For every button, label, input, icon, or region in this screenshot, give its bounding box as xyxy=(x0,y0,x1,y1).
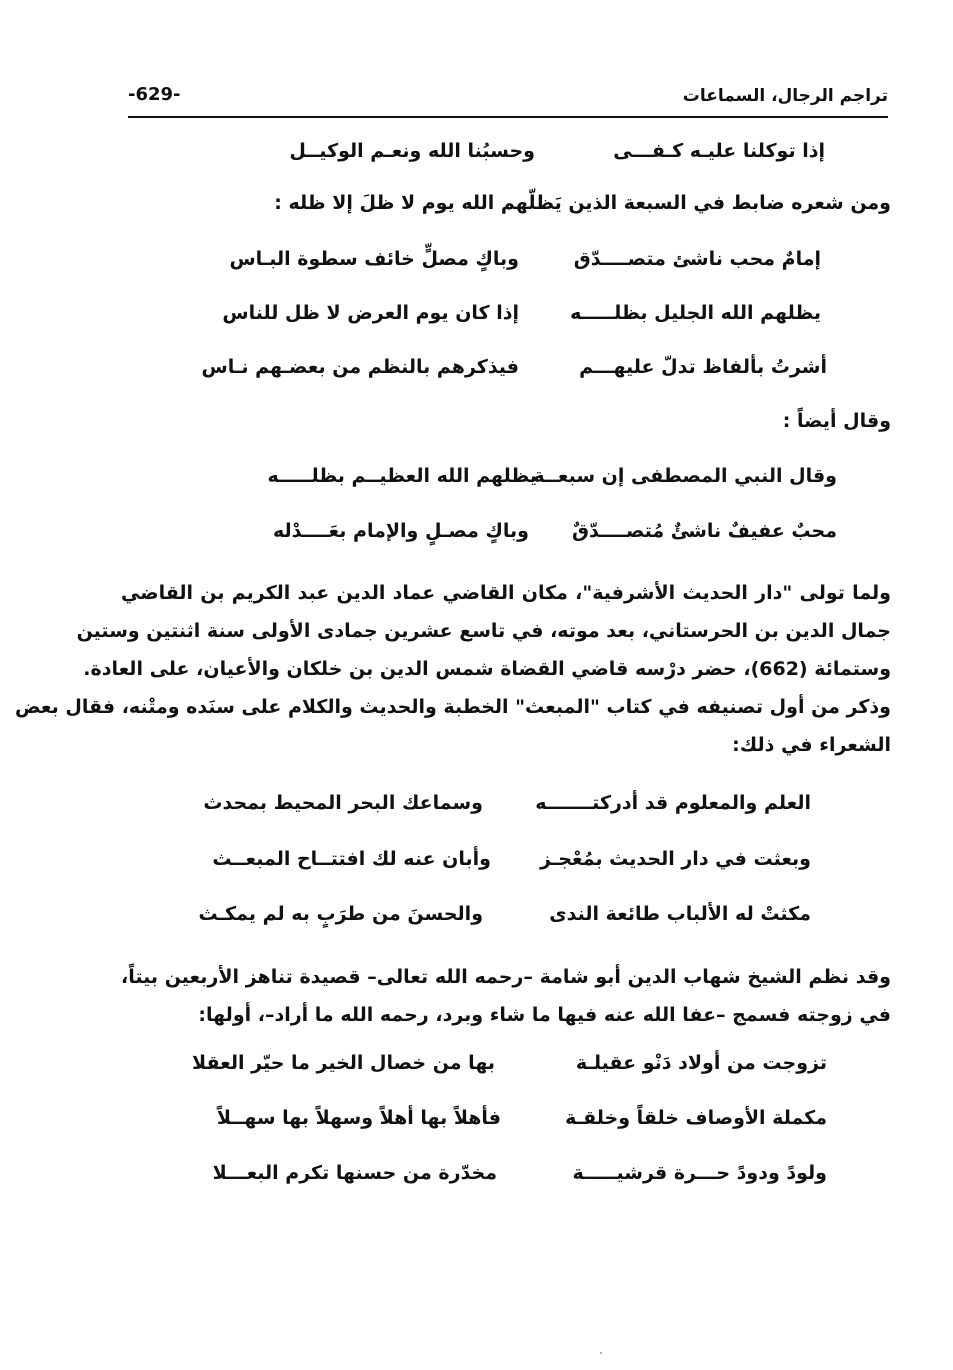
page-number: -629- xyxy=(128,84,181,105)
prose-line: في زوجته فسمج –عفا الله عنه فيها ما شاء وبرد، رحمه الله ما أراد–، أولها: xyxy=(198,1004,891,1026)
verse-second-hemistich: وحسبُنا الله ونعـم الوكيــل xyxy=(289,140,535,162)
verse-second-hemistich: وسماعك البحر المحيط بمحدث xyxy=(203,792,483,814)
verse-first-hemistich: إذا توكلنا عليـه كـفـــى xyxy=(613,140,825,162)
verse-first-hemistich: محبٌ عفيفٌ ناشئٌ مُتصــــدّقٌ xyxy=(572,520,837,542)
verse-first-hemistich: وقال النبي المصطفى إن سبعــة xyxy=(533,465,837,487)
prose-line: ولما تولى "دار الحديث الأشرفية"، مكان القاضي عماد الدين عبد الكريم بن القاضي xyxy=(121,582,891,604)
prose-line: وقد نظم الشيخ شهاب الدين أبو شامة –رحمه الله تعالى– قصيدة تناهز الأربعين بيتاً، xyxy=(121,966,891,988)
verse-first-hemistich: يظلهم الله الجليل بظلـــــه xyxy=(570,302,821,324)
running-title: تراجم الرجال، السماعات xyxy=(682,86,888,106)
verse-first-hemistich: إمامٌ محب ناشئ متصــــدّق xyxy=(573,248,821,270)
verse-first-hemistich: مكملة الأوصاف خلقاً وخلقـة xyxy=(565,1107,827,1129)
intro-line: وقال أيضاً : xyxy=(782,410,891,432)
verse-first-hemistich: وبعثت في دار الحديث بمُعْجـز xyxy=(539,848,811,870)
page-header xyxy=(128,82,888,118)
scan-speck xyxy=(600,1352,602,1354)
verse-second-hemistich: فأهلاً بها أهلاً وسهلاً بها سهــلاً xyxy=(216,1107,501,1129)
verse-second-hemistich: يظلهم الله العظيــم بظلـــــه xyxy=(267,465,537,487)
intro-line: ومن شعره ضابط في السبعة الذين يَظلّهم الله يوم لا ظلَ إلا ظله : xyxy=(274,192,891,214)
prose-line: وستمائة (662)، حضر درْسه قاضي القضاة شمس الدين بن خلكان والأعيان، على العادة. xyxy=(83,658,891,680)
prose-paragraph xyxy=(14,574,891,764)
verse-first-hemistich: العلم والمعلوم قد أدركتـــــــه xyxy=(535,792,811,814)
verse-first-hemistich: مكثتْ له الألباب طائعة الندى xyxy=(549,903,811,925)
prose-line: وذكر من أول تصنيفه في كتاب "المبعث" الخطبة والحديث والكلام على سنَده ومتْنه، فقال بعض xyxy=(14,696,891,718)
prose-line: الشعراء في ذلك: xyxy=(732,734,891,756)
verse-second-hemistich: والحسنَ من طرَبٍ به لم يمكـث xyxy=(198,903,483,925)
verse-second-hemistich: وأبان عنه لك افتتــاح المبعــث xyxy=(212,848,491,870)
verse-second-hemistich: فيذكرهم بالنظم من بعضـهم نـاس xyxy=(201,356,519,378)
verse-second-hemistich: وباكٍ مصلٍّ خائف سطوة البـاس xyxy=(229,248,519,270)
verse-second-hemistich: وباكٍ مصـلٍ والإمام بعَــــدْله xyxy=(272,520,529,542)
verse-first-hemistich: تزوجت من أولاد دَنْو عقيلـة xyxy=(575,1052,827,1074)
verse-second-hemistich: مخدّرة من حسنها تكرم البعـــلا xyxy=(212,1162,497,1184)
prose-line: جمال الدين بن الحرستاني، بعد موته، في تاسع عشرين جمادى الأولى سنة اثنتين وستين xyxy=(76,620,891,642)
prose-paragraph xyxy=(121,958,891,1034)
verse-second-hemistich: بها من خصال الخير ما حيّر العقلا xyxy=(192,1052,495,1074)
verse-first-hemistich: أشرتُ بألفاظ تدلّ عليهـــم xyxy=(579,356,827,378)
verse-second-hemistich: إذا كان يوم العرض لا ظل للناس xyxy=(222,302,519,324)
verse-first-hemistich: ولودً ودودً حـــرة قرشيـــــة xyxy=(572,1162,827,1184)
